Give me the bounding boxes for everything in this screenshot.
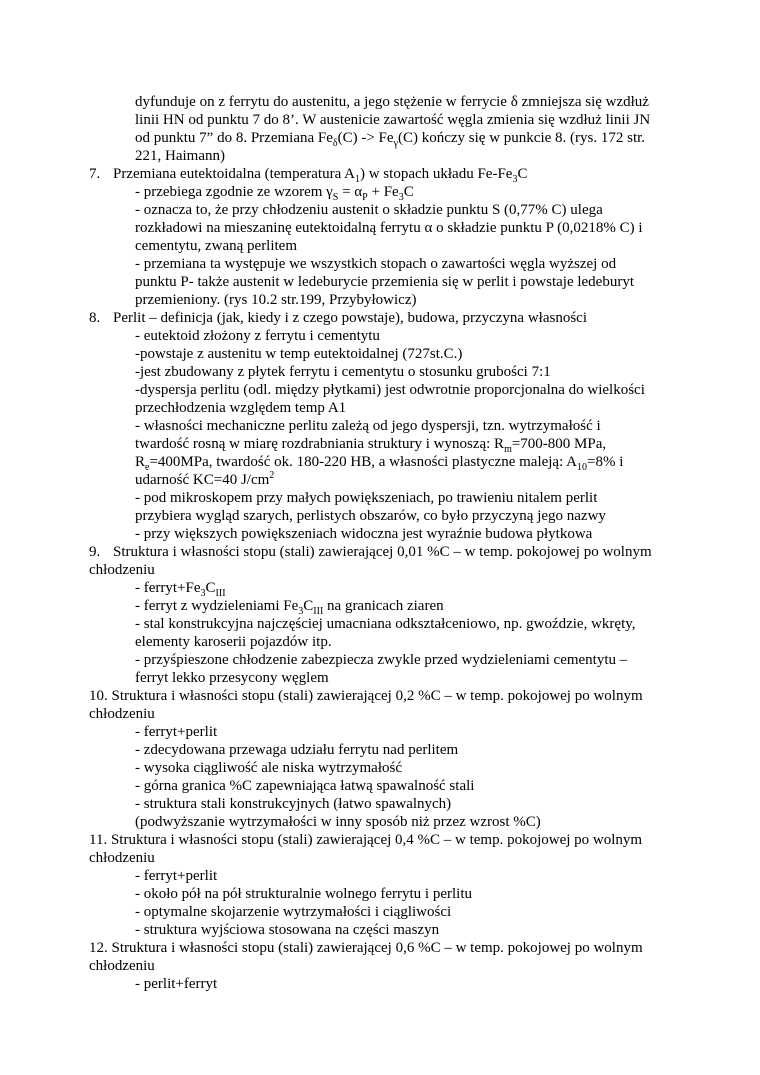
section-8-bullet: udarność KC=40 $J/cm^2$ — [135, 470, 275, 488]
section-7-bullet: - oznacza to, że przy chłodzeniu austenit o składzie punktu S (0,77% C) ulega — [135, 202, 603, 218]
section-8-bullet: przybiera wygląd szarych, perlistych obszarów, co było przyczyną jego nazwy — [135, 508, 606, 524]
section-7-bullet: rozkładowi na mieszaninę eutektoidalną ferrytu α o składzie punktu P (0,0218% C) i — [135, 220, 643, 236]
section-11-bullet: - struktura wyjściowa stosowana na części maszyn — [135, 922, 440, 938]
section-10-bullet: - ferryt+perlit — [135, 724, 218, 740]
section-7-bullet: cementytu, zwaną perlitem — [135, 238, 298, 254]
section-8-number: 8. — [89, 310, 101, 326]
section-10-bullet: - struktura stali konstrukcyjnych (łatwo spawalnych) — [135, 796, 452, 812]
section-9-bullet: - stal konstrukcyjna najczęściej umacniana odkształceniowo, np. gwoździe, wkręty, — [135, 616, 636, 632]
intro-line: dyfunduje on z ferrytu do austenitu, a jego stężenie w ferrycie δ zmniejsza się wzdłuż — [135, 94, 649, 110]
section-8-bullet: - przy większych powiększeniach widoczna jest wyraźnie budowa płytkowa — [135, 526, 593, 542]
section-10-bullet: - zdecydowana przewaga udziału ferrytu nad perlitem — [135, 742, 459, 758]
section-9-title: chłodzeniu — [89, 562, 155, 578]
section-12-title: chłodzeniu — [89, 958, 155, 974]
section-8-bullet: przechłodzenia względem temp A1 — [135, 400, 347, 416]
section-8-bullet: twardość rosną w miarę rozdrabniania struktury i wynoszą: $R_m=700-800$ MPa, — [135, 436, 607, 455]
section-8-title: Perlit – definicja (jak, kiedy i z czego powstaje), budowa, przyczyna własności — [113, 310, 588, 326]
section-11-bullet: - ferryt+perlit — [135, 868, 218, 884]
section-10-title: 10. Struktura i własności stopu (stali) zawierającej 0,2 %C – w temp. pokojowej po wolnym — [89, 688, 643, 704]
section-8-bullet: - pod mikroskopem przy małych powiększeniach, po trawieniu nitalem perlit — [135, 490, 598, 506]
section-9-bullet: - przyśpieszone chłodzenie zabezpiecza zwykle przed wydzieleniami cementytu – — [135, 652, 628, 668]
section-12-bullet: - perlit+ferryt — [135, 976, 218, 992]
section-8-bullet: -dyspersja perlitu (odl. między płytkami) jest odwrotnie proporcjonalna do wielkości — [135, 382, 645, 398]
section-9-bullet: - ferryt z wydzieleniami $Fe_3C_{III}$ na granicach ziaren — [135, 598, 444, 617]
section-7-bullet: przemieniony. (rys 10.2 str.199, Przybyłowicz) — [135, 292, 417, 308]
section-11-bullet: - około pół na pół strukturalnie wolnego ferrytu i perlitu — [135, 886, 473, 902]
intro-line: 221, Haimann) — [135, 148, 225, 164]
section-8-bullet: $R_e=400MPa$, twardość ok. 180-220 HB, a własności plastyczne maleją: $A_{10}=8\%$ i — [135, 454, 624, 473]
section-10-bullet: - wysoka ciągliwość ale niska wytrzymałość — [135, 760, 403, 776]
section-8-bullet: -powstaje z austenitu w temp eutektoidalnej (727st.C.) — [135, 346, 463, 362]
section-12-title: 12. Struktura i własności stopu (stali) zawierającej 0,6 %C – w temp. pokojowej po wolnym — [89, 940, 643, 956]
section-8-bullet: - eutektoid złożony z ferrytu i cementytu — [135, 328, 380, 344]
section-7-bullet: punktu P- także austenit w ledeburycie przemienia się w perlit i powstaje ledeburyt — [135, 274, 635, 290]
section-9-bullet: - $ferryt+Fe_3C_{III}$ — [135, 580, 226, 599]
section-9-bullet: ferryt lekko przesycony węglem — [135, 670, 329, 686]
section-11-title: chłodzeniu — [89, 850, 155, 866]
section-7-bullet: - przebiega zgodnie ze wzorem $\gamma_S = \alpha_P + Fe_3C$ — [135, 184, 414, 203]
section-7-bullet: - przemiana ta występuje we wszystkich stopach o zawartości węgla wyższej od — [135, 256, 617, 272]
intro-line: od punktu 7” do 8. Przemiana $Fe_\delta(C) -> Fe_\gamma(C)$ kończy się w punkcie 8. (rys. 172 str. — [135, 130, 646, 149]
section-10-title: chłodzeniu — [89, 706, 155, 722]
section-7-title: Przemiana eutektoidalna (temperatura $A_1$) w stopach układu $Fe-Fe_3C$ — [113, 166, 528, 185]
intro-line: linii HN od punktu 7 do 8’. W austenicie zawartość węgla zmienia się wzdłuż linii JN — [135, 112, 651, 128]
section-11-title: 11. Struktura i własności stopu (stali) zawierającej 0,4 %C – w temp. pokojowej po wolnym — [89, 832, 643, 848]
section-11-bullet: - optymalne skojarzenie wytrzymałości i ciągliwości — [135, 904, 452, 920]
section-8-bullet: - własności mechaniczne perlitu zależą od jego dyspersji, tzn. wytrzymałość i — [135, 418, 601, 434]
section-7-number: 7. — [89, 166, 101, 182]
section-10-note: (podwyższanie wytrzymałości w inny sposób niż przez wzrost %C) — [135, 814, 541, 830]
section-8-bullet: -jest zbudowany z płytek ferrytu i cementytu o stosunku grubości 7:1 — [135, 364, 551, 380]
section-9-bullet: elementy karoserii pojazdów itp. — [135, 634, 332, 650]
section-9-title: Struktura i własności stopu (stali) zawierającej 0,01 %C – w temp. pokojowej po wolnym — [113, 544, 652, 560]
section-10-bullet: - górna granica %C zapewniająca łatwą spawalność stali — [135, 778, 475, 794]
section-9-number: 9. — [89, 544, 101, 560]
